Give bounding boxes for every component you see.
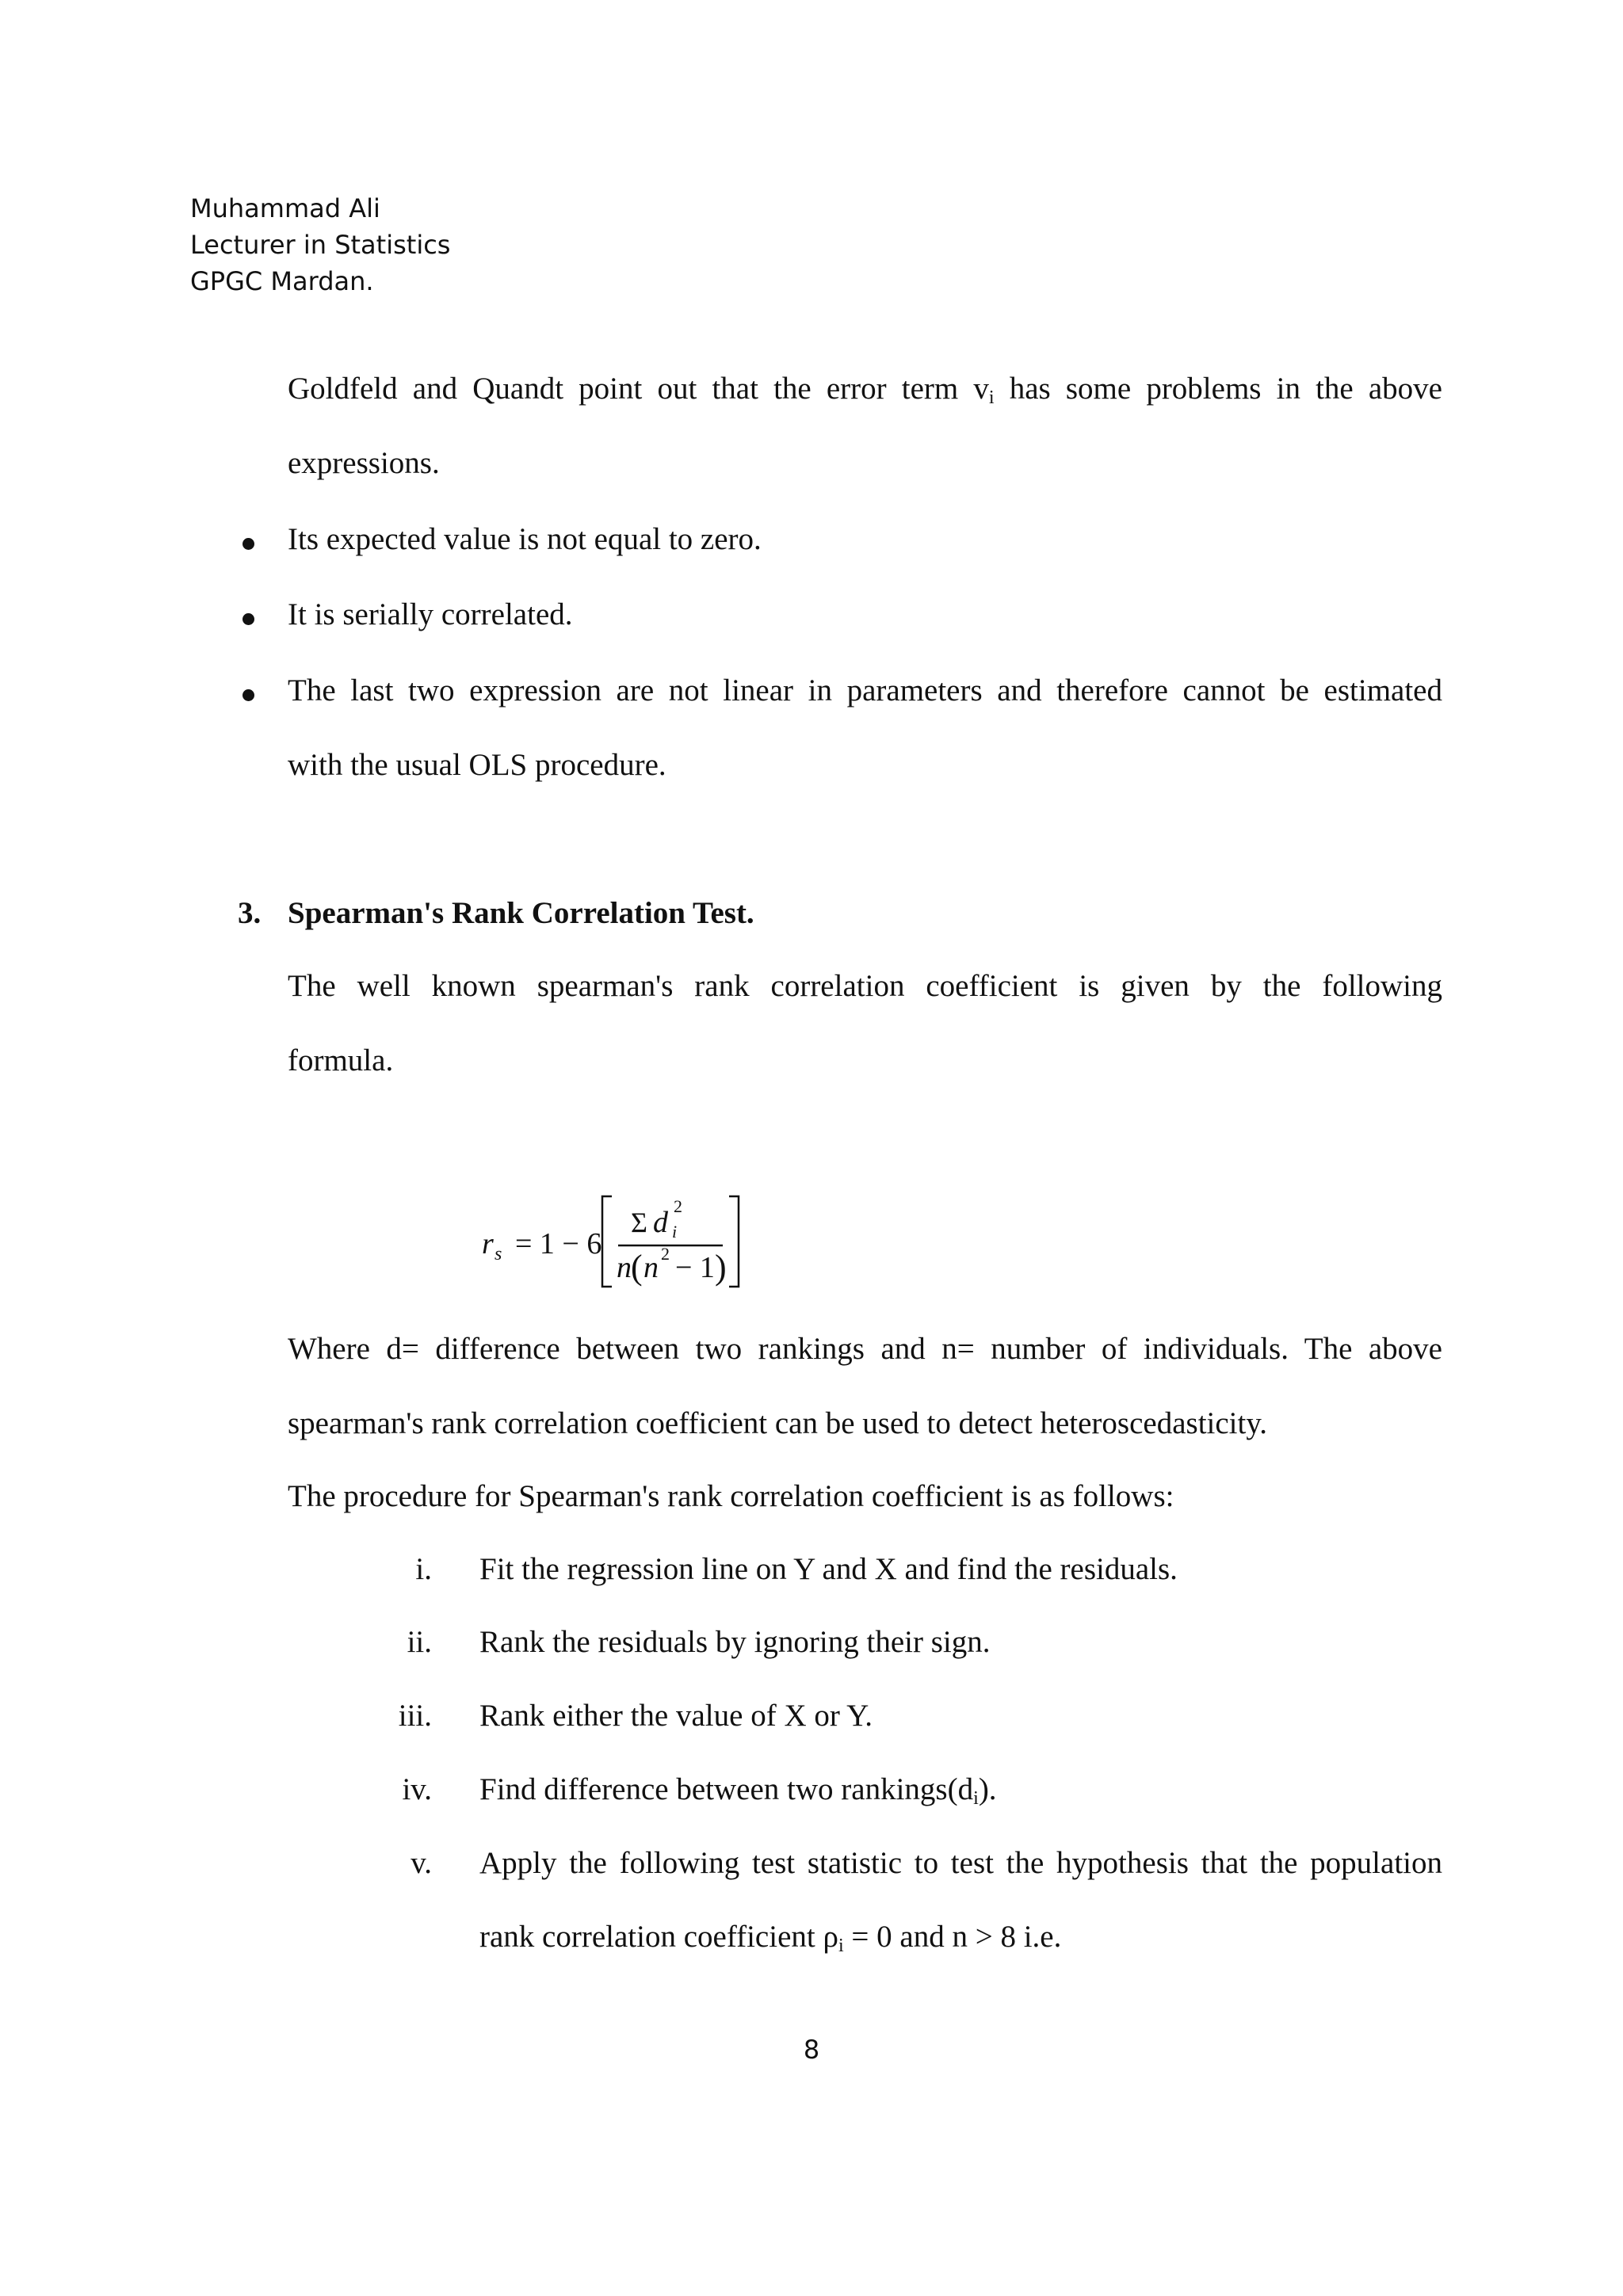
bullet-icon [242, 538, 254, 550]
author-role: Lecturer in Statistics [190, 230, 451, 260]
formula-num-sup: 2 [674, 1196, 682, 1216]
formula-den-n2: n [643, 1251, 659, 1284]
bullet-item: The last two expression are not linear in parameters and therefore cannot be estimated [288, 673, 1442, 707]
formula-den-minus: − 1 [675, 1251, 715, 1284]
step-text: Rank the residuals by ignoring their sign. [479, 1625, 991, 1659]
bullet-icon [242, 689, 254, 701]
step-text: Find difference between two $rankings(d_i)$. [479, 1772, 997, 1810]
formula-num-sub: i [672, 1222, 678, 1241]
bullet-item: Its expected value is not equal to zero. [288, 522, 762, 556]
page-number: 8 [803, 2035, 820, 2065]
formula-den-n: n [617, 1251, 632, 1284]
step-number: iii. [398, 1699, 432, 1733]
section-paragraph-line-2: formula. [288, 1043, 394, 1077]
formula-den-close: ) [715, 1248, 727, 1287]
author-college: GPGC Mardan. [190, 266, 374, 296]
step-text: Apply the following test statistic to test the hypothesis that the population [479, 1846, 1442, 1880]
step-number: v. [411, 1846, 432, 1880]
section-number: 3. [238, 896, 262, 930]
section-title: Spearman's Rank Correlation Test. [288, 896, 754, 930]
bullet-item-continued: with the usual OLS procedure. [288, 748, 666, 782]
step-text: Rank either the value of X or Y. [479, 1699, 873, 1733]
formula-num-d: d [653, 1206, 668, 1239]
section-paragraph-line-1: The well known spearman's rank correlation coefficient is given by the following [288, 969, 1442, 1003]
formula-lhs-sub: s [495, 1244, 502, 1264]
right-bracket-icon [729, 1196, 739, 1287]
intro-line-2: expressions. [288, 446, 440, 480]
step-text-continued: rank correlation coefficient $\rho_i = 0$ and n > 8 i.e. [479, 1920, 1062, 1957]
where-line-2: spearman's rank correlation coefficient can be used to detect heteroscedasticity. [288, 1406, 1268, 1440]
intro-line-1: Goldfeld and Quandt point out that the error term $v_i$ has some problems in the above [288, 372, 1442, 409]
author-header [190, 190, 450, 299]
formula-equals: = 1 − 6 [515, 1227, 602, 1261]
step-number: i. [415, 1552, 432, 1586]
left-bracket-icon [602, 1196, 612, 1287]
formula-den-sup: 2 [661, 1244, 670, 1264]
formula-sigma: Σ [631, 1207, 647, 1238]
where-line-3: The procedure for Spearman's rank correlation coefficient is as follows: [288, 1479, 1174, 1513]
step-text: Fit the regression line on Y and X and find the residuals. [479, 1552, 1178, 1586]
step-number: ii. [407, 1625, 432, 1659]
formula-lhs: r [482, 1227, 494, 1261]
author-name: Muhammad Ali [190, 193, 380, 223]
step-number: iv. [402, 1772, 432, 1806]
where-line-1: Where d= difference between two rankings and n= number of individuals. The above [288, 1332, 1442, 1366]
spearman-formula [468, 1180, 753, 1291]
formula-den-open: ( [631, 1248, 643, 1287]
bullet-item: It is serially correlated. [288, 597, 573, 631]
bullet-icon [242, 613, 254, 625]
